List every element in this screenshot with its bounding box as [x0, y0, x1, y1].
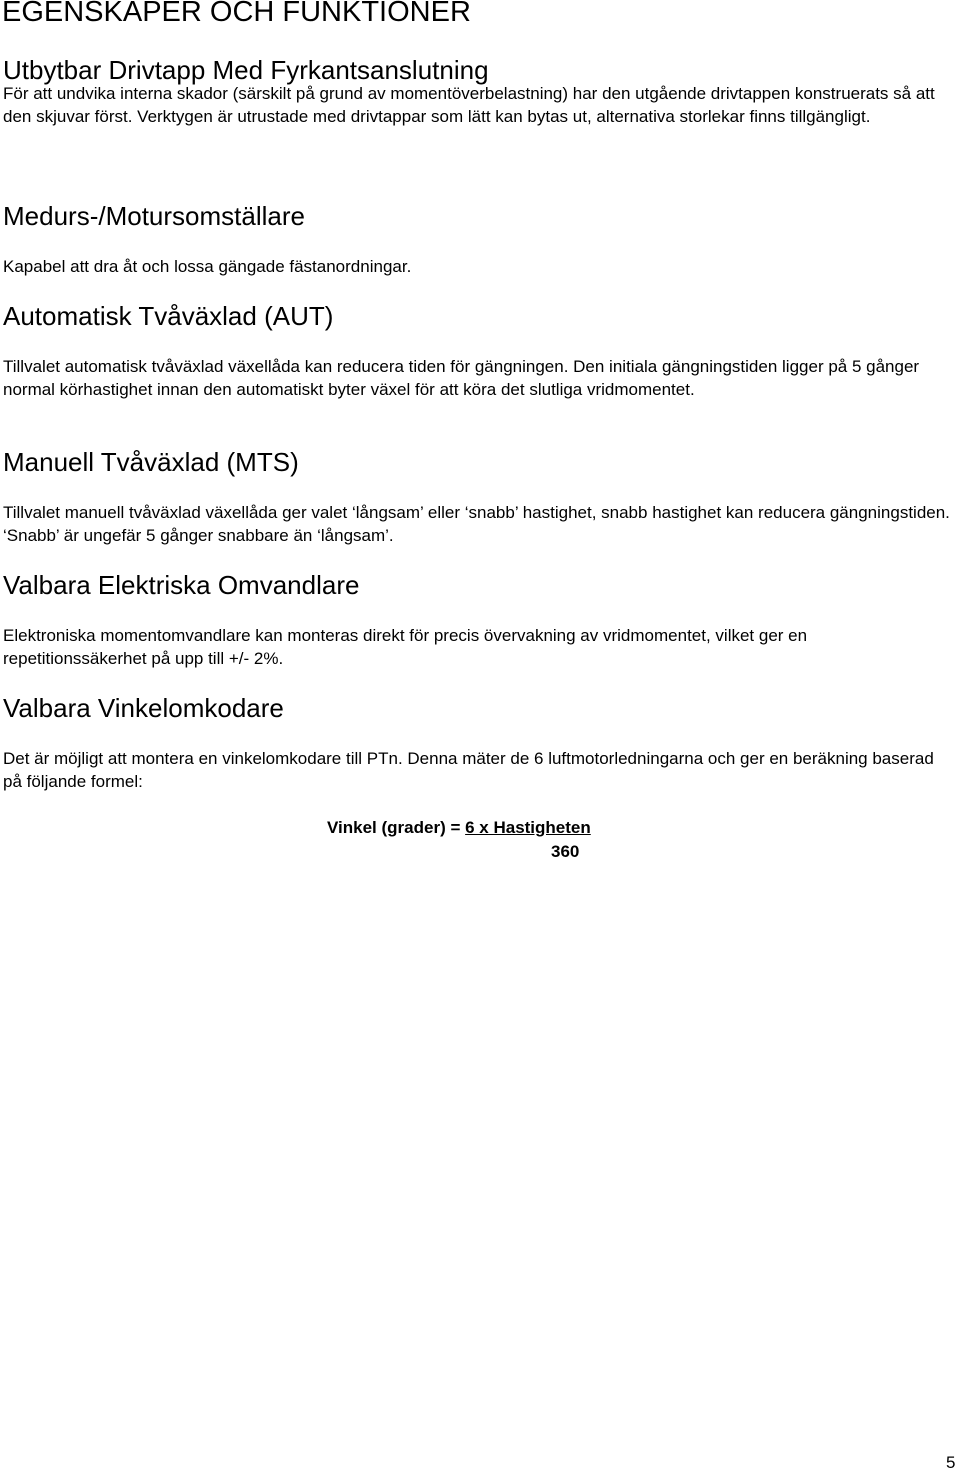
- section-heading-mts: Manuell Tvåväxlad (MTS): [3, 447, 299, 477]
- section-text-vinkelomkodare: Det är möjligt att montera en vinkelomkodare till PTn. Denna mäter de 6 luftmotorledningarna och ger en beräkning baserad på följande formel:: [3, 749, 934, 791]
- formula-numerator-line: [327, 816, 591, 839]
- section-heading-omstallare: Medurs-/Motursomställare: [3, 201, 305, 231]
- formula-denominator: 360: [551, 842, 580, 861]
- section-text-aut: Tillvalet automatisk tvåväxlad växellåda kan reducera tiden för gängningen. Den initiala gängningstiden ligger på 5 gånger normal körhastighet innan den automatiskt byter växel för att köra det slutliga vridmomentet.: [3, 357, 920, 399]
- section-heading-omvandlare: Valbara Elektriska Omvandlare: [3, 570, 360, 600]
- section-heading-aut: Automatisk Tvåväxlad (AUT): [3, 301, 334, 331]
- page-number: 5: [946, 1453, 956, 1472]
- section-heading-drivtapp: Utbytbar Drivtapp Med Fyrkantsanslutning: [3, 55, 489, 85]
- section-text-omvandlare: Elektroniska momentomvandlare kan monteras direkt för precis övervakning av vridmomentet, vilket ger en repetitionssäkerhet på upp till +/- 2%.: [3, 626, 808, 668]
- section-text-omstallare: Kapabel att dra åt och lossa gängade fästanordningar.: [3, 257, 412, 276]
- section-text-drivtapp: För att undvika interna skador (särskilt på grund av momentöverbelastning) har den utgående drivtappen konstruerats så att den skjuvar först. Verktygen är utrustade med drivtappar som lätt kan bytas ut, alternativa storlekar finns tillgängligt.: [3, 84, 935, 126]
- formula-numerator: 6 x Hastigheten: [465, 818, 591, 837]
- section-text-mts: Tillvalet manuell tvåväxlad växellåda ger valet ‘långsam’ eller ‘snabb’ hastighet, snabb hastighet kan reducera gängningstiden. ‘Snabb’ är ungefär 5 gånger snabbare än ‘långsam’.: [3, 503, 950, 545]
- formula-lhs: Vinkel (grader) =: [327, 818, 466, 837]
- page-title: EGENSKAPER OCH FUNKTIONER: [2, 0, 471, 28]
- section-heading-vinkelomkodare: Valbara Vinkelomkodare: [3, 693, 284, 723]
